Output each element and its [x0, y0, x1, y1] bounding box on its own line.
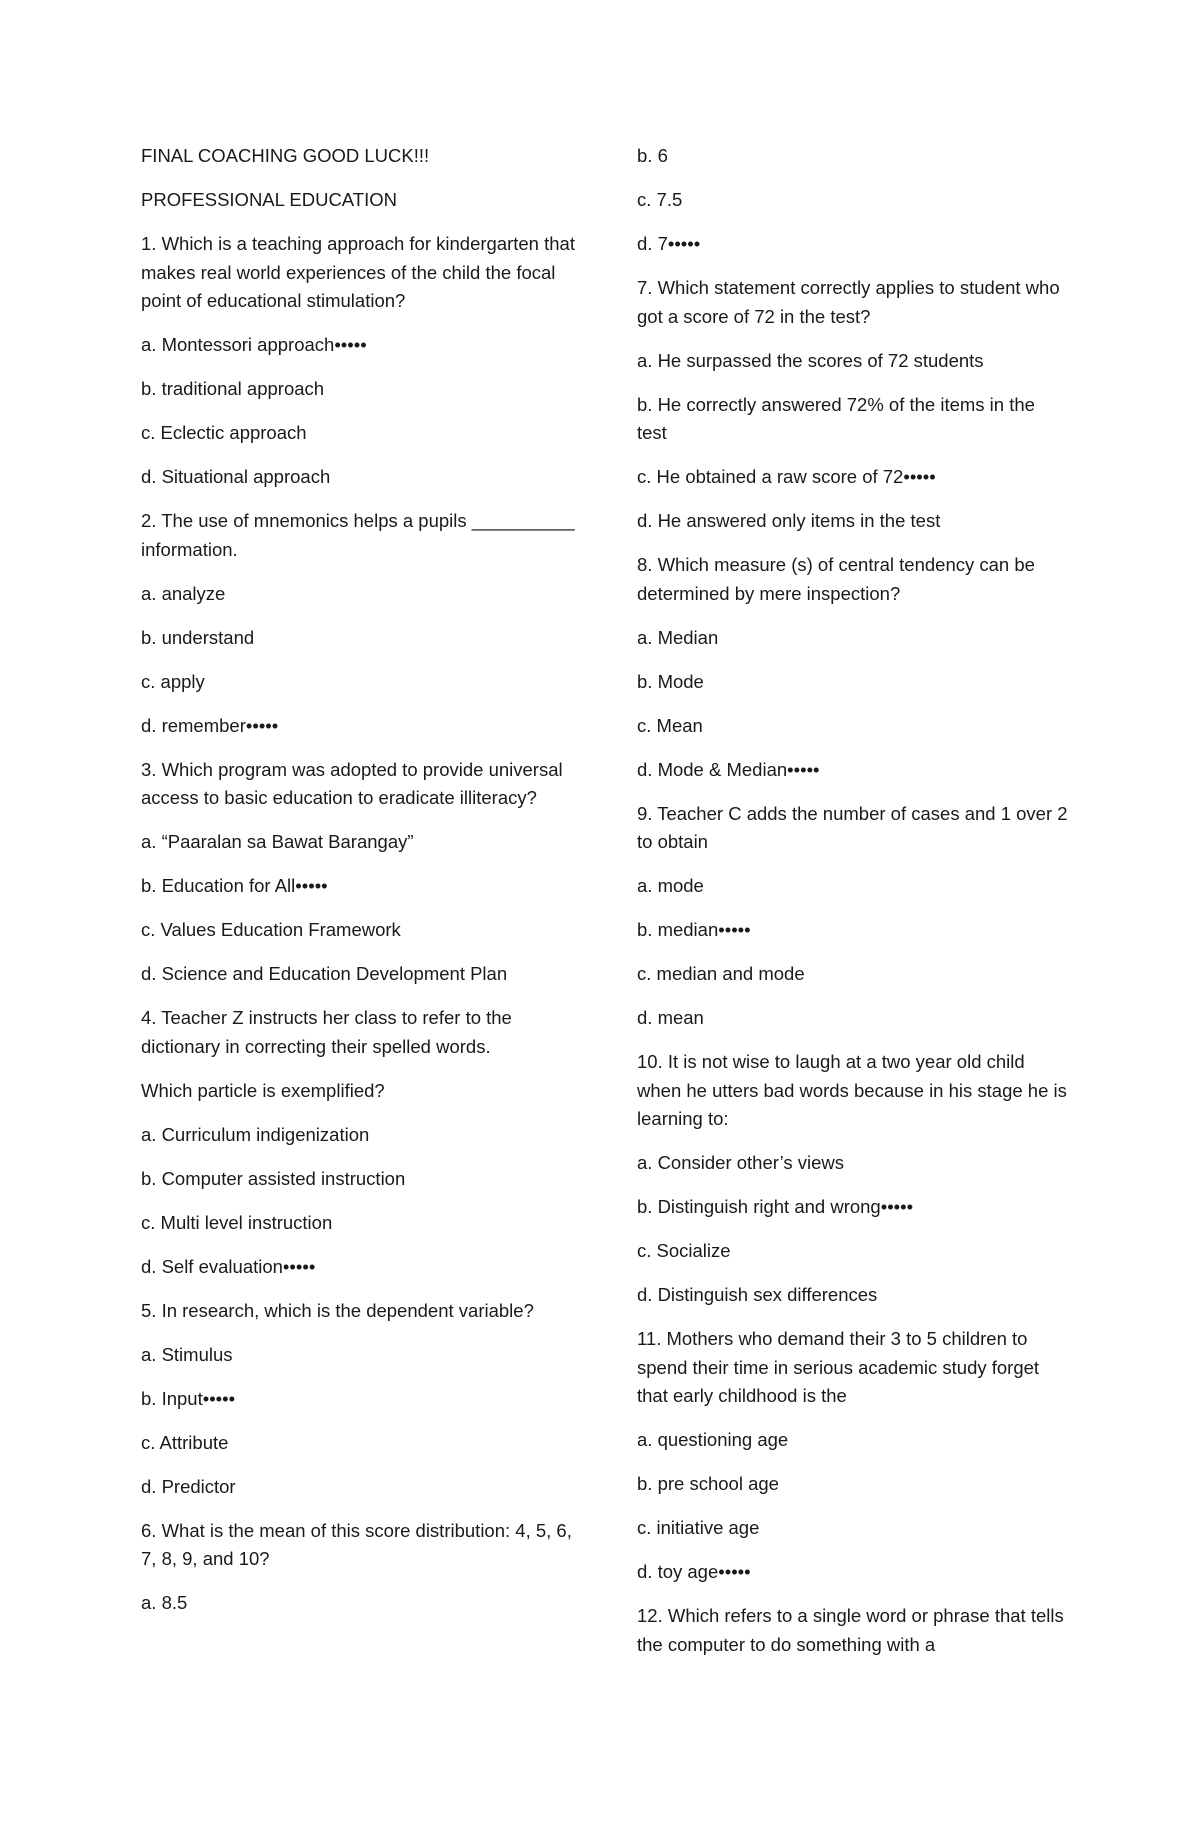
- q1-option-b: b. traditional approach: [141, 378, 325, 399]
- question-8: 8. Which measure (s) of central tendency can be determined by mere inspection?: [637, 554, 1035, 604]
- q6-option-c: c. 7.5: [637, 189, 683, 210]
- q8-option-a: a. Median: [637, 626, 719, 648]
- q1-option-d: d. Situational approach: [141, 466, 331, 487]
- q2-option-c: c. apply: [141, 670, 205, 692]
- q5-option-d: d. Predictor: [141, 1475, 236, 1497]
- q9-option-b: b. median•••••: [637, 919, 751, 940]
- q5-option-b: b. Input•••••: [141, 1387, 236, 1409]
- q9-option-d: d. mean: [637, 1007, 704, 1028]
- q1-option-a: a. Montessori approach•••••: [141, 334, 367, 355]
- q3-option-c: c. Values Education Framework: [141, 919, 401, 940]
- q11-option-a: a. questioning age: [637, 1429, 789, 1450]
- q7-option-b: b. He correctly answered 72% of the items in the test: [637, 393, 1035, 443]
- q8-option-d: d. Mode & Median•••••: [637, 758, 820, 780]
- q2-option-d: d. remember•••••: [141, 714, 279, 736]
- question-9: 9. Teacher C adds the number of cases and 1 over 2 to obtain: [637, 802, 1068, 852]
- left-column: [141, 142, 576, 1633]
- question-5: 5. In research, which is the dependent variable?: [141, 1299, 534, 1321]
- q4-option-a: a. Curriculum indigenization: [141, 1123, 370, 1145]
- q10-option-b: b. Distinguish right and wrong•••••: [637, 1196, 914, 1217]
- q8-option-b: b. Mode: [637, 670, 704, 692]
- question-12: 12. Which refers to a single word or phrase that tells the computer to do something with a: [637, 1605, 1064, 1655]
- q6-option-a: a. 8.5: [141, 1592, 188, 1613]
- q11-option-d: d. toy age•••••: [637, 1561, 751, 1582]
- q9-option-a: a. mode: [637, 875, 704, 896]
- question-10: 10. It is not wise to laugh at a two year old child when he utters bad words because in his stage he is learning to:: [637, 1051, 1067, 1129]
- right-column: [637, 142, 1069, 1675]
- question-6: 6. What is the mean of this score distribution: 4, 5, 6, 7, 8, 9, and 10?: [141, 1519, 572, 1569]
- q10-option-d: d. Distinguish sex differences: [637, 1284, 878, 1305]
- doc-subtitle: PROFESSIONAL EDUCATION: [141, 189, 397, 210]
- question-4: 4. Teacher Z instructs her class to refer to the dictionary in correcting their spelled words.: [141, 1007, 512, 1057]
- doc-title: FINAL COACHING GOOD LUCK!!!: [141, 145, 430, 166]
- q10-option-c: c. Socialize: [637, 1240, 731, 1261]
- q2-option-b: b. understand: [141, 626, 255, 648]
- q1-option-c: c. Eclectic approach: [141, 422, 307, 443]
- q5-option-a: a. Stimulus: [141, 1343, 233, 1365]
- q7-option-c: c. He obtained a raw score of 72•••••: [637, 466, 936, 487]
- question-3: 3. Which program was adopted to provide universal access to basic education to eradicate illiteracy?: [141, 758, 563, 808]
- q4-option-c: c. Multi level instruction: [141, 1211, 333, 1233]
- question-1: 1. Which is a teaching approach for kindergarten that makes real world experiences of the child the focal point of educational stimulation?: [141, 233, 575, 311]
- q5-option-c: c. Attribute: [141, 1431, 229, 1453]
- question-2: 2. The use of mnemonics helps a pupils __________ information.: [141, 510, 575, 560]
- q3-option-a: a. “Paaralan sa Bawat Barangay”: [141, 831, 414, 852]
- q4-option-d: d. Self evaluation•••••: [141, 1255, 316, 1277]
- q2-option-a: a. analyze: [141, 582, 226, 604]
- question-11: 11. Mothers who demand their 3 to 5 children to spend their time in serious academic study forget that early childhood is the: [637, 1328, 1040, 1406]
- q3-option-d: d. Science and Education Development Plan: [141, 963, 508, 984]
- q4-option-b: b. Computer assisted instruction: [141, 1167, 406, 1189]
- q8-option-c: c. Mean: [637, 714, 703, 736]
- q6-option-d: d. 7•••••: [637, 233, 701, 254]
- q11-option-b: b. pre school age: [637, 1473, 779, 1494]
- q7-option-d: d. He answered only items in the test: [637, 510, 941, 531]
- q3-option-b: b. Education for All•••••: [141, 875, 328, 896]
- q11-option-c: c. initiative age: [637, 1517, 760, 1538]
- q10-option-a: a. Consider other’s views: [637, 1152, 845, 1173]
- q6-option-b: b. 6: [637, 145, 668, 166]
- question-7: 7. Which statement correctly applies to student who got a score of 72 in the test?: [637, 277, 1060, 327]
- question-4-followup: Which particle is exemplified?: [141, 1079, 385, 1101]
- q9-option-c: c. median and mode: [637, 963, 805, 984]
- q7-option-a: a. He surpassed the scores of 72 students: [637, 349, 984, 371]
